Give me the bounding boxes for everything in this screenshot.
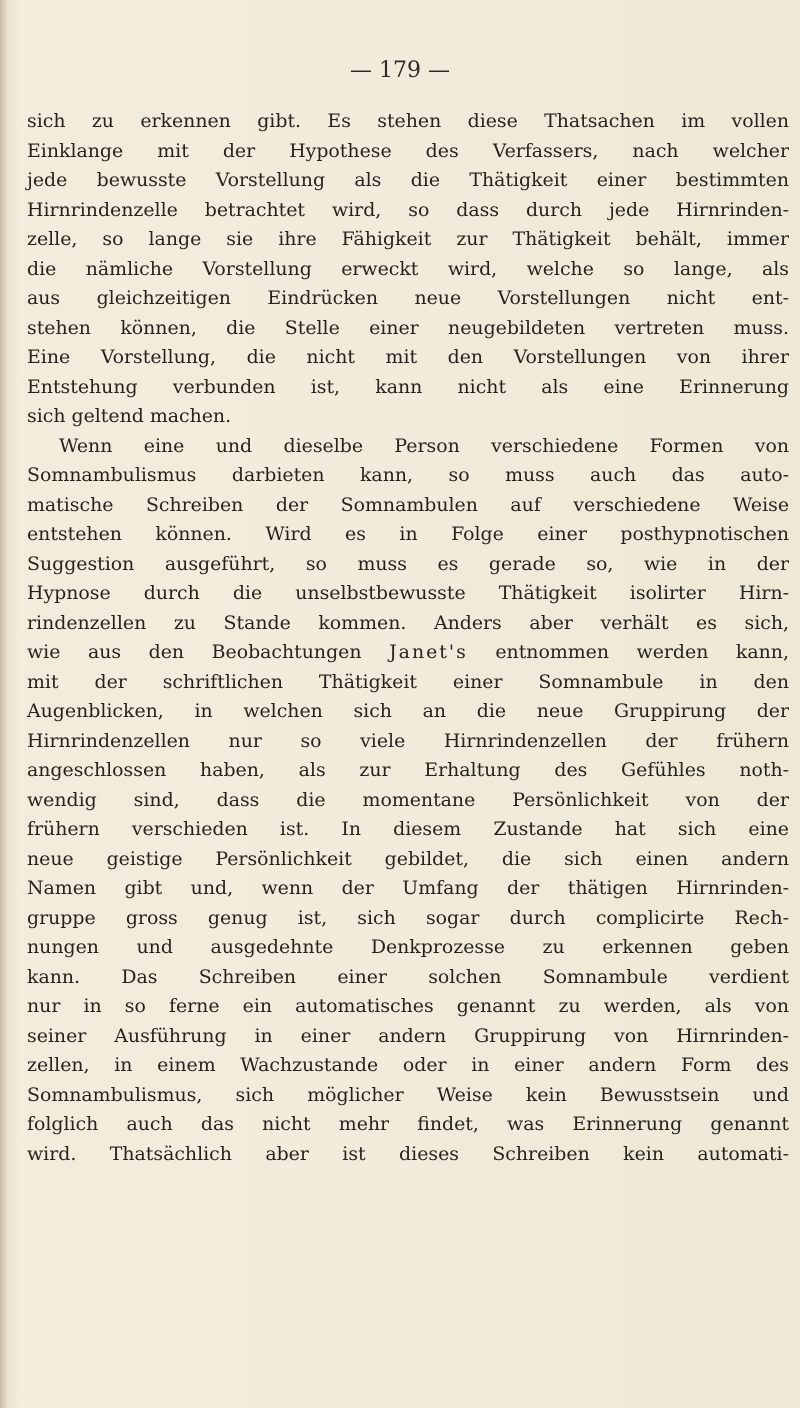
text-line: sich geltend machen.	[27, 405, 232, 427]
text-line: rindenzellen zu Stande kommen. Anders aber verhält es sich,	[27, 611, 789, 634]
text-line: nungen und ausgedehnte Denkprozesse zu erkennen geben	[27, 936, 789, 958]
text-line: jede bewusste Vorstellung als die Thätigkeit einer bestimmten	[27, 169, 789, 191]
text-fragment: wie aus den Beobachtungen	[27, 641, 362, 663]
text-line: gruppe gross genug ist, sich sogar durch complicirte Rech-	[27, 906, 789, 929]
text-line: seiner Ausführung in einer andern Gruppirung von Hirnrinden-	[27, 1024, 789, 1047]
text-line: matische Schreiben der Somnambulen auf verschiedene Weise	[27, 493, 789, 516]
text-line: frühern verschieden ist. In diesem Zustande hat sich eine	[27, 818, 789, 840]
text-line: Entstehung verbunden ist, kann nicht als eine Erinnerung	[27, 375, 789, 398]
text-line: aus gleichzeitigen Eindrücken neue Vorstellungen nicht ent-	[27, 287, 789, 309]
body-text	[27, 107, 789, 1169]
page-number: — 179 —	[350, 58, 450, 83]
text-line-with-name	[27, 638, 789, 668]
text-line: Suggestion ausgeführt, so muss es gerade so, wie in der	[27, 552, 789, 575]
text-line: die nämliche Vorstellung erweckt wird, welche so lange, als	[27, 257, 789, 280]
text-line: entstehen können. Wird es in Folge einer posthypnotischen	[27, 523, 789, 545]
author-name: Janet's	[389, 641, 468, 663]
text-line: Eine Vorstellung, die nicht mit den Vorstellungen von ihrer	[27, 346, 789, 368]
text-line: zelle, so lange sie ihre Fähigkeit zur Thätigkeit behält, immer	[27, 228, 789, 250]
text-line: nur in so ferne ein automatisches genannt zu werden, als von	[27, 995, 789, 1017]
text-line: folglich auch das nicht mehr findet, was Erinnerung genannt	[27, 1113, 789, 1135]
text-line: Somnambulismus, sich möglicher Weise kein Bewusstsein und	[27, 1083, 789, 1106]
text-line: Hirnrindenzellen nur so viele Hirnrindenzellen der frühern	[27, 729, 789, 752]
text-line: kann. Das Schreiben einer solchen Somnambule verdient	[27, 965, 789, 988]
text-line: Hypnose durch die unselbstbewusste Thätigkeit isolirter Hirn-	[27, 582, 789, 604]
text-line: Hirnrindenzelle betrachtet wird, so dass durch jede Hirnrinden-	[27, 198, 789, 221]
text-line: zellen, in einem Wachzustande oder in einer andern Form des	[27, 1054, 789, 1076]
text-line: angeschlossen haben, als zur Erhaltung des Gefühles noth-	[27, 759, 789, 781]
text-line: Namen gibt und, wenn der Umfang der thätigen Hirnrinden-	[27, 877, 789, 899]
text-line: wendig sind, dass die momentane Persönlichkeit von der	[27, 788, 789, 811]
text-line: neue geistige Persönlichkeit gebildet, die sich einen andern	[27, 847, 789, 870]
text-line: Einklange mit der Hypothese des Verfassers, nach welcher	[27, 139, 789, 162]
text-fragment: entnommen werden kann,	[495, 641, 789, 663]
text-line: stehen können, die Stelle einer neugebildeten vertreten muss.	[27, 316, 789, 339]
text-line: mit der schriftlichen Thätigkeit einer Somnambule in den	[27, 670, 789, 693]
page-binding-edge	[0, 0, 7, 1408]
text-line: sich zu erkennen gibt. Es stehen diese Thatsachen im vollen	[27, 110, 789, 132]
text-line: Somnambulismus darbieten kann, so muss auch das auto-	[27, 464, 789, 486]
text-line: Wenn eine und dieselbe Person verschiedene Formen von	[59, 434, 789, 457]
text-line: Augenblicken, in welchen sich an die neue Gruppirung der	[27, 700, 789, 722]
text-line: wird. Thatsächlich aber ist dieses Schreiben kein automati-	[27, 1142, 789, 1165]
